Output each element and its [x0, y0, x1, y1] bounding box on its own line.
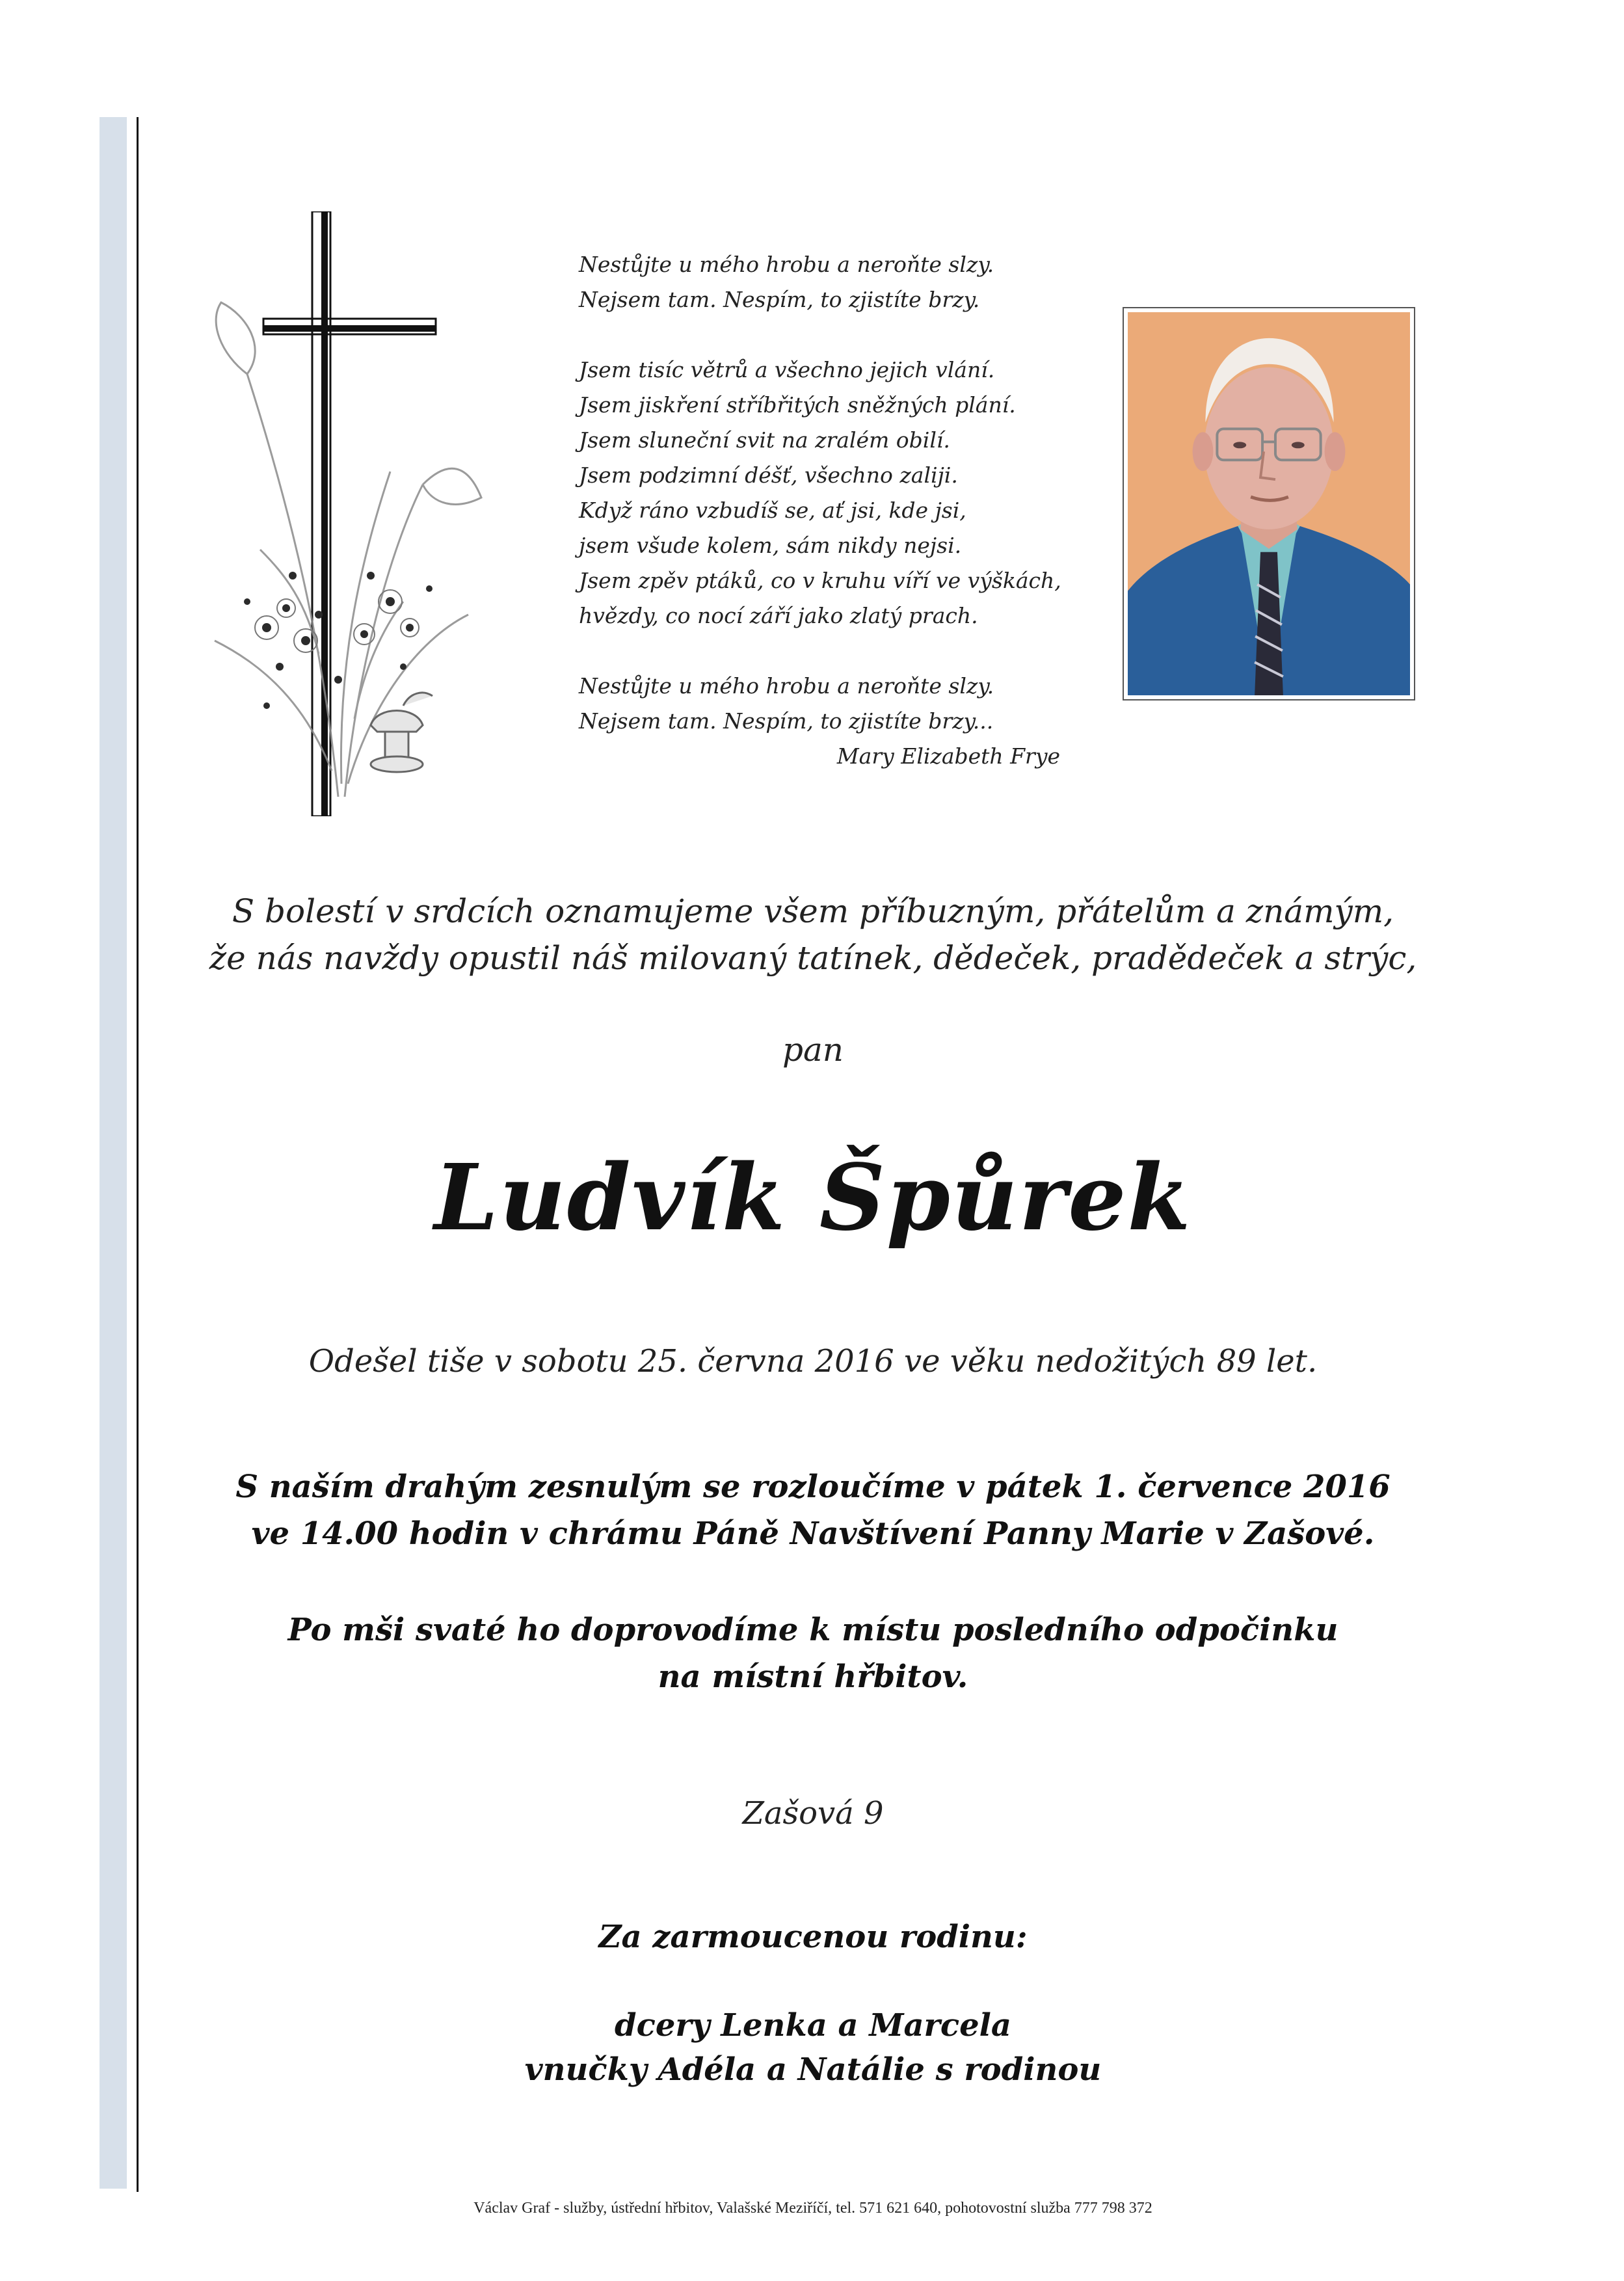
funeral-line-2: ve 14.00 hodin v chrámu Páně Navštívení Panny Marie v Zašové. — [251, 1515, 1375, 1552]
family-heading: Za zarmoucenou rodinu: — [598, 1919, 1028, 1955]
poem-line: Nejsem tam. Nespím, to zjistíte brzy... — [579, 708, 994, 734]
burial-line-2: na místní hřbitov. — [658, 1659, 968, 1695]
funeral-info — [163, 1463, 1463, 1557]
poem-stanza-3 — [579, 669, 1073, 774]
poem-stanza-1 — [579, 247, 1073, 317]
poem-stanza-2 — [579, 353, 1073, 634]
family-list — [163, 2003, 1463, 2092]
poem-line: Jsem zpěv ptáků, co v kruhu víří ve výškách, — [579, 568, 1061, 593]
family-line-2: vnučky Adéla a Natálie s rodinou — [524, 2051, 1102, 2088]
poem-line: Jsem jiskření stříbřitých sněžných plání. — [579, 392, 1016, 418]
family-line-1: dcery Lenka a Marcela — [615, 2007, 1011, 2044]
poem-line: Když ráno vzbudíš se, ať jsi, kde jsi, — [579, 498, 966, 523]
side-border-rule — [137, 117, 139, 2192]
side-border-band — [100, 117, 127, 2189]
announcement-line-1: S bolestí v srdcích oznamujeme všem příbuzným, přátelům a známým, — [232, 892, 1394, 930]
portrait-photo — [1123, 307, 1415, 700]
poem — [579, 247, 1073, 774]
burial-line-1: Po mši svaté ho doprovodíme k místu posledního odpočinku — [287, 1612, 1338, 1648]
announcement — [163, 888, 1463, 981]
burial-info — [163, 1607, 1463, 1700]
death-notice: Odešel tiše v sobotu 25. června 2016 ve věku nedožitých 89 let. — [308, 1343, 1318, 1380]
poem-line: Nestůjte u mého hrobu a neroňte slzy. — [579, 673, 994, 699]
poem-author: Mary Elizabeth Frye — [836, 743, 1060, 769]
portrait-image — [1128, 312, 1410, 695]
footer: Václav Graf - služby, ústřední hřbitov, Valašské Meziříčí, tel. 571 621 640, pohotovostní služba 777 798 372 — [473, 2200, 1152, 2217]
cross-with-lilies-icon — [208, 211, 507, 816]
title-word: pan — [782, 1031, 844, 1069]
deceased-name: Ludvík Špůrek — [434, 1145, 1192, 1251]
poem-line: Jsem sluneční svit na zralém obilí. — [579, 427, 950, 453]
address: Zašová 9 — [742, 1795, 884, 1832]
poem-line: Nestůjte u mého hrobu a neroňte slzy. — [579, 252, 994, 277]
poem-line: Nejsem tam. Nespím, to zjistíte brzy. — [579, 287, 980, 312]
poem-line: hvězdy, co nocí září jako zlatý prach. — [579, 603, 978, 628]
funeral-line-1: S naším drahým zesnulým se rozloučíme v pátek 1. července 2016 — [235, 1469, 1391, 1505]
poem-line: Jsem tisíc větrů a všechno jejich vlání. — [579, 357, 995, 382]
announcement-line-2: že nás navždy opustil náš milovaný tatínek, dědeček, pradědeček a strýc, — [209, 939, 1417, 977]
poem-line: jsem všude kolem, sám nikdy nejsi. — [579, 533, 962, 558]
poem-line: Jsem podzimní déšť, všechno zaliji. — [579, 462, 958, 488]
